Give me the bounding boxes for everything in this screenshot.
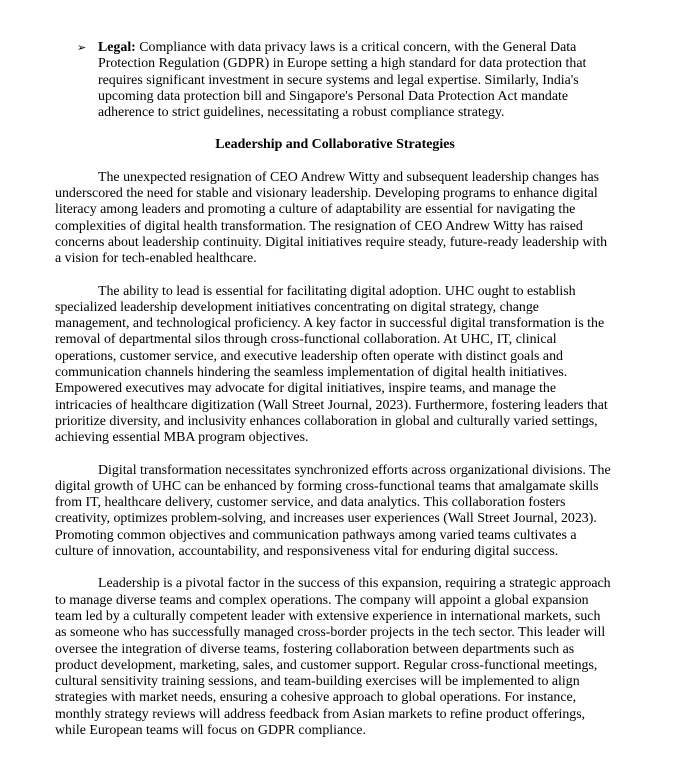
arrow-bullet-icon: ➢	[77, 41, 87, 54]
paragraph-leadership-changes: The unexpected resignation of CEO Andrew Witty and subsequent leadership changes has underscored the need for stable and visionary leadership. Developing programs to enhance digital literacy among leaders and promoting a culture of adaptability are essential for navigating the complexities of digital health transformation. The resignation of CEO Andrew Witty has raised concerns about leadership continuity. Digital initiatives require steady, future-ready leadership with a vision for tech-enabled healthcare.	[55, 169, 608, 267]
paragraph-digital-transformation: Digital transformation necessitates synchronized efforts across organizational divisions. The digital growth of UHC can be enhanced by forming cross-functional teams that amalgamate skills from IT, healthcare delivery, customer service, and data analytics. This collaboration fosters creativity, optimizes problem-solving, and increases user experiences (Wall Street Journal, 2023). Promoting common objectives and communication pathways among varied teams cultivates a culture of innovation, accountability, and responsiveness vital for enduring digital success.	[55, 462, 611, 560]
paragraph-expansion-leadership: Leadership is a pivotal factor in the success of this expansion, requiring a strategic approach to manage diverse teams and complex operations. The company will appoint a global expansion team led by a culturally competent leader with extensive experience in international markets, such as someone who has successfully managed cross-border projects in the tech sector. This leader will oversee the integration of diverse teams, fostering collaboration between departments such as product development, marketing, sales, and customer support. Regular cross-functional meetings, cultural sensitivity training sessions, and team-building exercises will be implemented to align strategies with market needs, ensuring a cohesive approach to global operations. For instance, monthly strategy reviews will address feedback from Asian markets to refine product offerings, while European teams will focus on GDPR compliance.	[55, 576, 611, 738]
bullet-term: Legal:	[98, 40, 136, 55]
bullet-text: Compliance with data privacy laws is a critical concern, with the General Data Protection Regulation (GDPR) in Europe setting a high standard for data protection that requires significant investment in secure systems and legal expertise. Similarly, India's upcoming data protection bill and Singapore's Personal Data Protection Act mandate adherence to strict guidelines, necessitating a robust compliance strategy.	[98, 40, 587, 121]
legal-bullet-item	[55, 40, 615, 121]
document-page	[55, 40, 615, 755]
paragraph-ability-to-lead: The ability to lead is essential for facilitating digital adoption. UHC ought to establish specialized leadership development initiatives concentrating on digital strategy, change management, and technological proficiency. A key factor in successful digital transformation is the removal of departmental silos through cross-functional collaboration. At UHC, IT, clinical operations, customer service, and executive leadership often operate with distinct goals and communication channels hindering the seamless implementation of digital health initiatives. Empowered executives may advocate for digital initiatives, inspire teams, and manage the intricacies of healthcare digitization (Wall Street Journal, 2023). Furthermore, fostering leaders that prioritize diversity, and inclusivity enhances collaboration in global and culturally varied settings, achieving essential MBA program objectives.	[55, 283, 608, 446]
section-heading: Leadership and Collaborative Strategies	[215, 137, 455, 153]
